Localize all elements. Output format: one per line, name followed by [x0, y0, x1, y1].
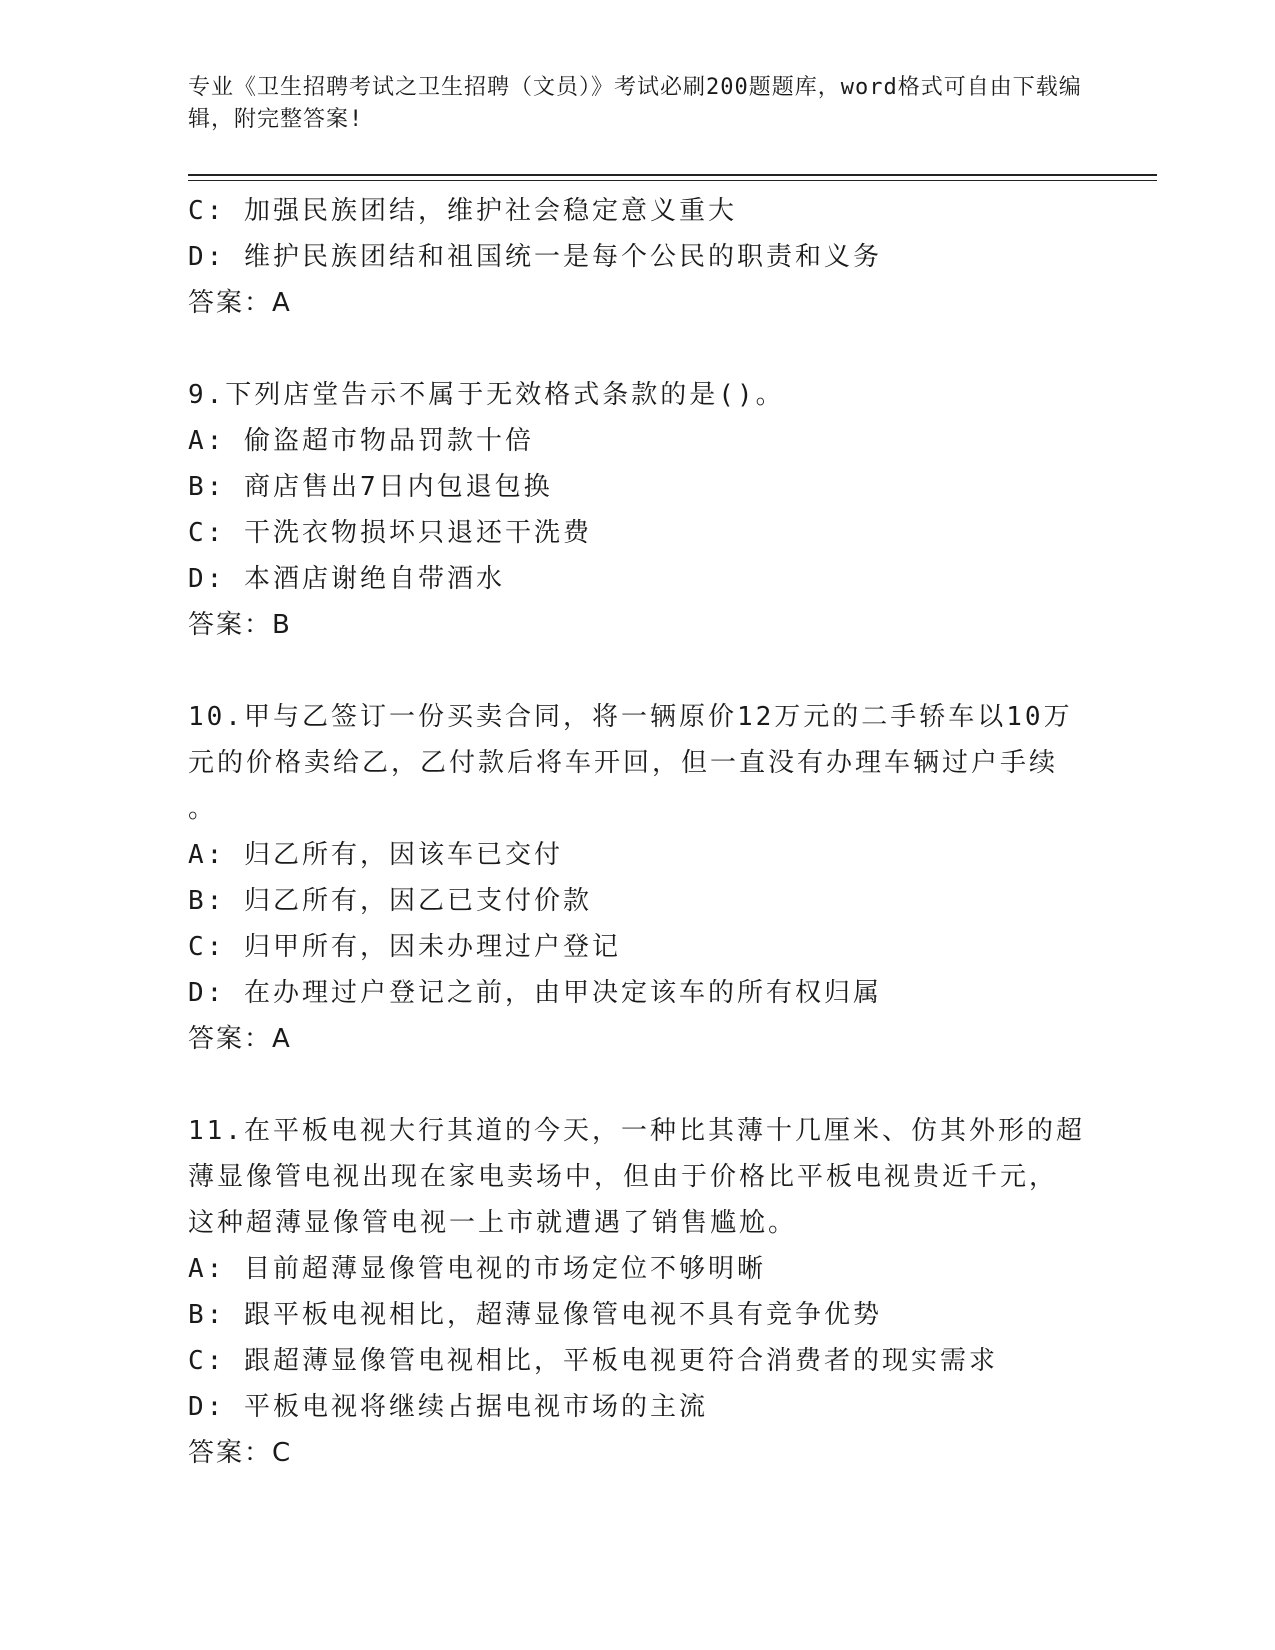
- spacer: [188, 648, 1088, 694]
- header-title: 专业《卫生招聘考试之卫生招聘（文员）》考试必刷200题题库，word格式可自由下载编辑，附完整答案!: [188, 75, 1082, 132]
- option-b: B: 商店售出7日内包退包换: [188, 472, 553, 502]
- question-block-11: [188, 1108, 1088, 1476]
- question-text-line-1: 11.在平板电视大行其道的今天，一种比其薄十几厘米、仿其外形的超: [188, 1116, 1085, 1146]
- option-c: C: 归甲所有，因未办理过户登记: [188, 932, 621, 962]
- spacer: [188, 326, 1088, 372]
- question-text-line-2: 元的价格卖给乙，乙付款后将车开回，但一直没有办理车辆过户手续: [188, 748, 1059, 778]
- answer-label: 答案：A: [188, 1024, 292, 1054]
- option-c: C: 干洗衣物损坏只退还干洗费: [188, 518, 592, 548]
- header-divider-thick: [188, 174, 1157, 176]
- option-b: B: 归乙所有，因乙已支付价款: [188, 886, 592, 916]
- question-list: [188, 188, 1088, 1476]
- option-d: D: 在办理过户登记之前，由甲决定该车的所有权归属: [188, 978, 882, 1008]
- option-d: D: 平板电视将继续占据电视市场的主流: [188, 1392, 708, 1422]
- question-block-10: [188, 694, 1088, 1062]
- option-c: C: 加强民族团结，维护社会稳定意义重大: [188, 196, 737, 226]
- option-d: D: 本酒店谢绝自带酒水: [188, 564, 505, 594]
- document-header: [188, 72, 1088, 136]
- spacer: [188, 1062, 1088, 1108]
- question-block-9: [188, 372, 1088, 648]
- question-text-line-3: 。: [188, 794, 218, 824]
- question-text-line-2: 薄显像管电视出现在家电卖场中，但由于价格比平板电视贵近千元，: [188, 1162, 1059, 1192]
- header-divider-thin: [188, 180, 1157, 181]
- option-a: A: 目前超薄显像管电视的市场定位不够明晰: [188, 1254, 766, 1284]
- question-text-line-1: 10.甲与乙签订一份买卖合同，将一辆原价12万元的二手轿车以10万: [188, 702, 1073, 732]
- question-block-8: [188, 188, 1088, 326]
- option-b: B: 跟平板电视相比，超薄显像管电视不具有竞争优势: [188, 1300, 882, 1330]
- answer-label: 答案：B: [188, 610, 292, 640]
- answer-label: 答案：C: [188, 1438, 293, 1468]
- answer-label: 答案：A: [188, 288, 292, 318]
- option-a: A: 偷盗超市物品罚款十倍: [188, 426, 534, 456]
- question-text: 9.下列店堂告示不属于无效格式条款的是()。: [188, 380, 785, 410]
- option-c: C: 跟超薄显像管电视相比，平板电视更符合消费者的现实需求: [188, 1346, 998, 1376]
- option-d: D: 维护民族团结和祖国统一是每个公民的职责和义务: [188, 242, 882, 272]
- question-text-line-3: 这种超薄显像管电视一上市就遭遇了销售尴尬。: [188, 1208, 798, 1238]
- option-a: A: 归乙所有，因该车已交付: [188, 840, 563, 870]
